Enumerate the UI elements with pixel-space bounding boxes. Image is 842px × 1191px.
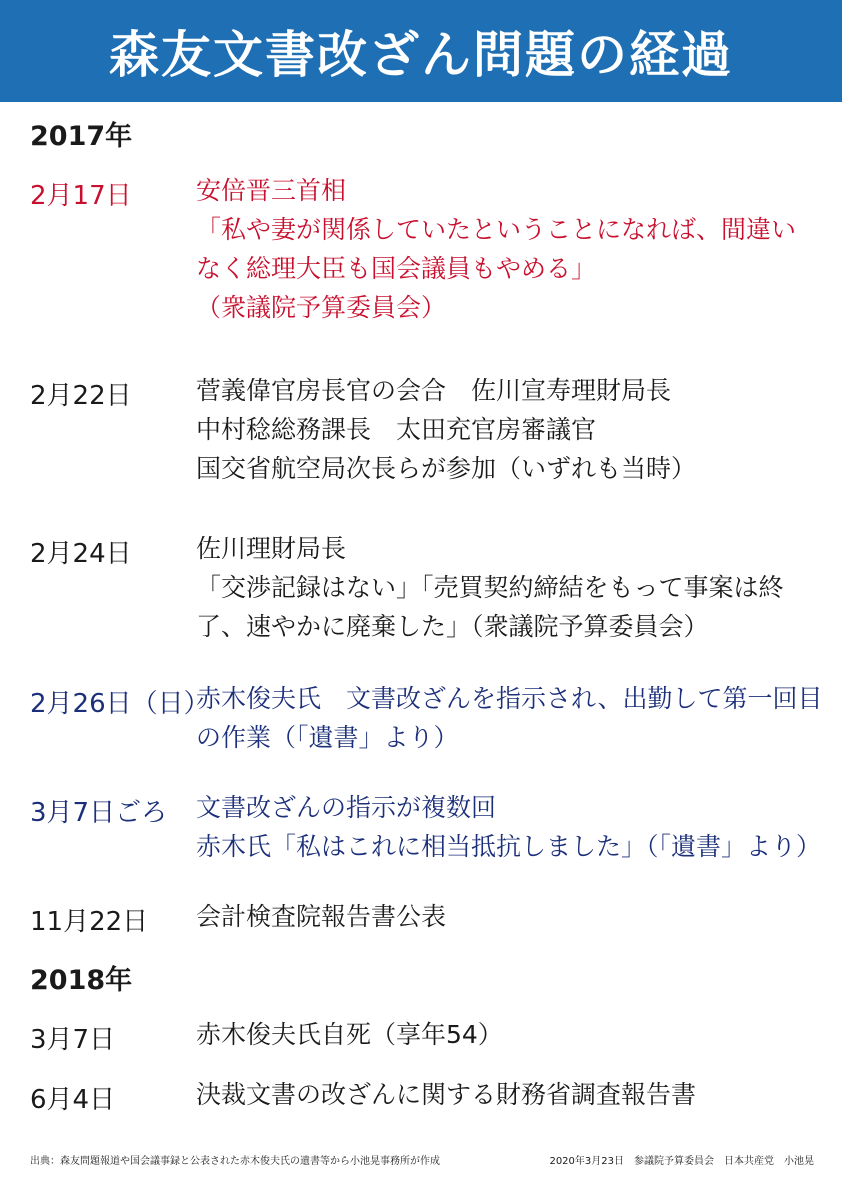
entry-line: 菅義偉官房長官の会合 佐川宣寿理財局長 [196, 376, 672, 405]
entry-line: 赤木俊夫氏 文書改ざんを指示され、出勤して第一回目 [196, 684, 823, 713]
year-heading-2017: 2017年 [30, 121, 133, 152]
entry-date: 3月7日 [30, 1025, 116, 1055]
entry-line: 決裁文書の改ざんに関する財務省調査報告書 [196, 1080, 697, 1109]
entry-text [196, 375, 826, 495]
entry-line: 安倍晋三首相 [196, 176, 347, 205]
entry-date: 2月17日 [30, 181, 132, 211]
year-heading-2018: 2018年 [30, 965, 133, 996]
page-title: 森友文書改ざん問題の経過 [109, 26, 733, 84]
credit-note: 2020年3月23日 参議院予算委員会 日本共産党 小池晃 [549, 1156, 814, 1167]
title-banner [0, 0, 842, 102]
entry-line: 佐川理財局長 [196, 534, 347, 563]
entry-text [196, 1019, 826, 1061]
source-note: 出典：森友問題報道や国会議事録と公表された赤木俊夫氏の遺書等から小池晃事務所が作成 [30, 1156, 440, 1167]
entry-line: なく総理大臣も国会議員もやめる」 [196, 254, 597, 283]
entry-text [196, 792, 826, 873]
entry-date: 2月22日 [30, 381, 132, 411]
entry-line: 赤木氏「私はこれに相当抵抗しました」（「遺書」より） [196, 832, 822, 861]
entry-date: 3月7日ごろ [30, 798, 168, 828]
entry-text [196, 683, 826, 764]
entry-line: 「交渉記録はない」「売買契約締結をもって事案は終 [196, 573, 784, 602]
entry-line: 了、速やかに廃棄した」（衆議院予算委員会） [196, 612, 709, 641]
entry-line: 「私や妻が関係していたということになれば、間違い [196, 215, 797, 244]
entry-line: 赤木俊夫氏自死（享年54） [196, 1020, 503, 1049]
entry-date: 2月26日（日） [30, 689, 210, 719]
entry-line: 文書改ざんの指示が複数回 [196, 793, 497, 822]
entry-line: の作業（「遺書」より） [196, 723, 459, 752]
entry-text [196, 901, 826, 943]
entry-date: 6月4日 [30, 1085, 116, 1115]
entry-date: 2月24日 [30, 539, 132, 569]
entry-line: （衆議院予算委員会） [196, 293, 447, 322]
entry-line: 国交省航空局次長らが参加（いずれも当時） [196, 454, 697, 483]
entry-text [196, 533, 826, 653]
entry-text [196, 175, 826, 334]
entry-line: 中村稔総務課長 太田充官房審議官 [196, 415, 597, 444]
entry-text [196, 1079, 826, 1121]
entry-line: 会計検査院報告書公表 [196, 902, 447, 931]
entry-date: 11月22日 [30, 907, 149, 937]
